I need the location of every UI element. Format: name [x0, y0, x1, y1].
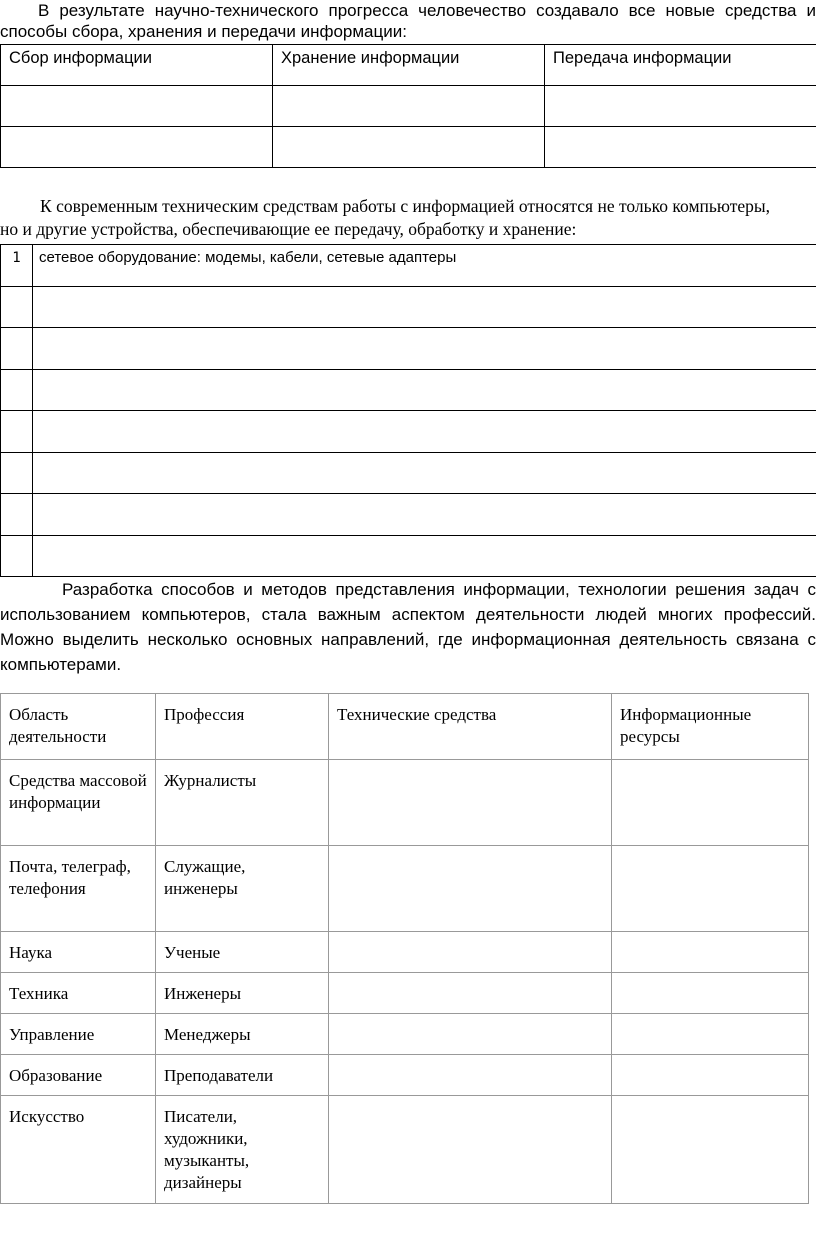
table-row [1, 846, 809, 932]
technical-means-cell[interactable] [329, 932, 612, 973]
info-resources-cell[interactable] [612, 973, 809, 1014]
row-number [1, 411, 33, 453]
header-cell-collection: Сбор информации [1, 45, 273, 86]
info-resources-cell[interactable] [612, 1096, 809, 1204]
info-resources-cell[interactable] [612, 846, 809, 932]
header-cell-technical-means: Технические средства [329, 694, 612, 760]
area-cell: Средства массовой информации [1, 760, 156, 846]
device-cell[interactable] [33, 452, 816, 494]
table-cell[interactable] [273, 86, 545, 127]
header-cell-transfer: Передача информации [545, 45, 816, 86]
info-resources-cell[interactable] [612, 1055, 809, 1096]
profession-cell: Ученые [156, 932, 329, 973]
table-cell[interactable] [545, 86, 816, 127]
device-cell[interactable]: сетевое оборудование: модемы, кабели, сетевые адаптеры [33, 245, 816, 287]
table-row [1, 760, 809, 846]
info-resources-cell[interactable] [612, 1014, 809, 1055]
table-row [1, 369, 816, 411]
header-cell-info-resources: Информационные ресурсы [612, 694, 809, 760]
row-number [1, 535, 33, 577]
table-row [1, 245, 816, 287]
header-cell-area: Область деятельности [1, 694, 156, 760]
devices-table [0, 244, 816, 577]
table-cell[interactable] [1, 127, 273, 168]
table-cell[interactable] [273, 127, 545, 168]
table-row [1, 328, 816, 370]
professions-paragraph: Разработка способов и методов представления информации, технологии решения задач с использованием компьютеров, стала важным аспектом деятельности людей многих профессий. Можно выделить несколько основных направлений, где информационная деятельность связана с компьютерами. [0, 580, 816, 674]
area-cell: Управление [1, 1014, 156, 1055]
device-cell[interactable] [33, 328, 816, 370]
devices-paragraph: К современным техническим средствам работы с информацией относятся не только компьютеры, но и другие устройства, обеспечивающие ее передачу, обработку и хранение: [0, 196, 770, 239]
header-cell-profession: Профессия [156, 694, 329, 760]
header-cell-storage: Хранение информации [273, 45, 545, 86]
area-cell: Почта, телеграф, телефония [1, 846, 156, 932]
table-row [1, 86, 816, 127]
profession-cell: Журналисты [156, 760, 329, 846]
table-cell[interactable] [545, 127, 816, 168]
info-resources-cell[interactable] [612, 760, 809, 846]
table-row [1, 411, 816, 453]
device-cell[interactable] [33, 411, 816, 453]
technical-means-cell[interactable] [329, 973, 612, 1014]
device-cell[interactable] [33, 494, 816, 536]
technical-means-cell[interactable] [329, 1096, 612, 1204]
table-row [1, 932, 809, 973]
profession-cell: Служащие, инженеры [156, 846, 329, 932]
professions-table [0, 693, 809, 1204]
profession-cell: Инженеры [156, 973, 329, 1014]
technical-means-cell[interactable] [329, 760, 612, 846]
device-cell[interactable] [33, 369, 816, 411]
table-row [1, 452, 816, 494]
table-row [1, 535, 816, 577]
profession-cell: Преподаватели [156, 1055, 329, 1096]
technical-means-cell[interactable] [329, 846, 612, 932]
row-number [1, 369, 33, 411]
area-cell: Наука [1, 932, 156, 973]
table-row [1, 127, 816, 168]
row-number [1, 328, 33, 370]
device-cell[interactable] [33, 535, 816, 577]
technical-means-cell[interactable] [329, 1014, 612, 1055]
profession-cell: Менеджеры [156, 1014, 329, 1055]
info-resources-cell[interactable] [612, 932, 809, 973]
device-cell[interactable] [33, 286, 816, 328]
row-number [1, 286, 33, 328]
table-row [1, 1055, 809, 1096]
profession-cell: Писатели, художники, музыканты, дизайнеры [156, 1096, 329, 1204]
area-cell: Образование [1, 1055, 156, 1096]
intro-paragraph: В результате научно-технического прогресса человечество создавало все новые средства и способы сбора, хранения и передачи информации: [0, 1, 816, 41]
technical-means-cell[interactable] [329, 1055, 612, 1096]
area-cell: Техника [1, 973, 156, 1014]
row-number [1, 452, 33, 494]
table-header-row [1, 45, 816, 86]
row-number [1, 494, 33, 536]
table-cell[interactable] [1, 86, 273, 127]
table-row [1, 973, 809, 1014]
info-methods-table [0, 44, 816, 168]
table-row [1, 494, 816, 536]
table-row [1, 286, 816, 328]
area-cell: Искусство [1, 1096, 156, 1204]
table-header-row [1, 694, 809, 760]
row-number: 1 [1, 245, 33, 287]
table-row [1, 1096, 809, 1204]
table-row [1, 1014, 809, 1055]
